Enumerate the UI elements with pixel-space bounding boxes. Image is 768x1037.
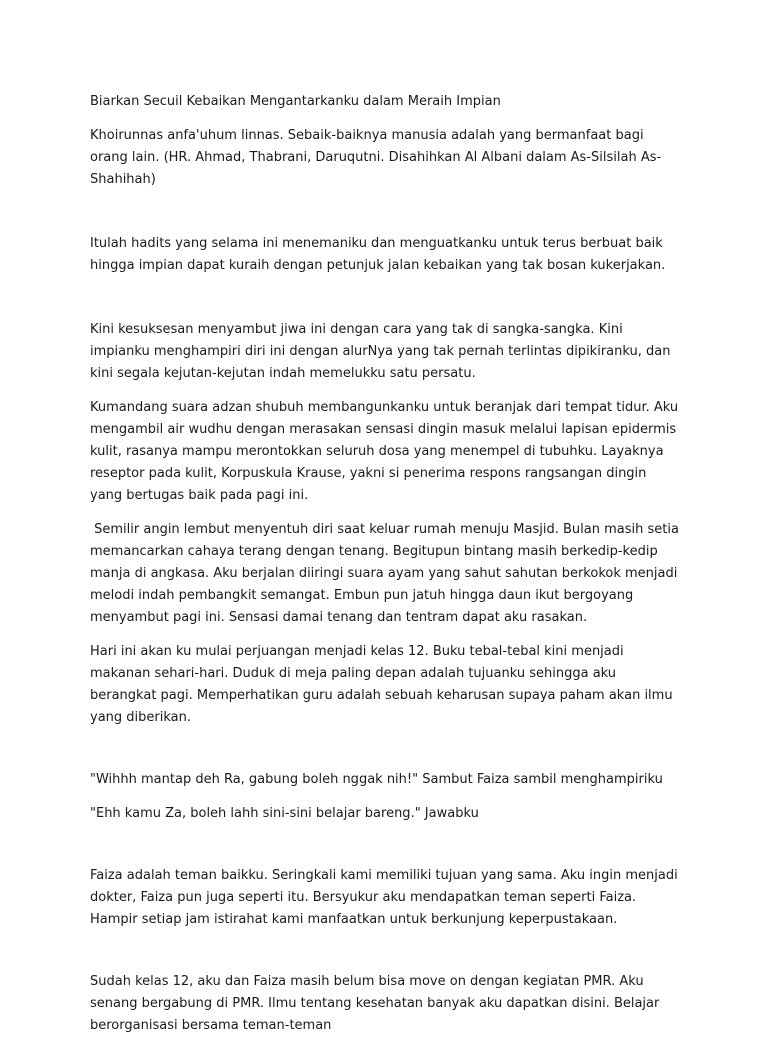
paragraph-adzan: Kumandang suara adzan shubuh membangunkanku untuk beranjak dari tempat tidur. Aku mengambil air wudhu dengan merasakan sensasi dingin masuk melalui lapisan epidermis kulit, rasanya mampu merontokkan seluruh dosa yang menempel di tubuhku. Layaknya reseptor pada kulit, Korpuskula Krause, yakni si penerima respons rangsangan dingin yang bertugas baik pada pagi ini. bbox=[90, 400, 683, 503]
paragraph-pmr: Sudah kelas 12, aku dan Faiza masih belum bisa move on dengan kegiatan PMR. Aku senang bergabung di PMR. Ilmu tentang kesehatan banyak aku dapatkan disini. Belajar berorganisasi bersama teman-teman bbox=[90, 974, 660, 1033]
document-title: Biarkan Secuil Kebaikan Mengantarkanku dalam Meraih Impian bbox=[90, 94, 501, 109]
dialogue-reply: "Ehh kamu Za, boleh lahh sini-sini belajar bareng." Jawabku bbox=[90, 806, 479, 821]
paragraph-intro: Itulah hadits yang selama ini menemaniku dan menguatkanku untuk terus berbuat baik hingga impian dapat kuraih dengan petunjuk jalan kebaikan yang tak bosan kukerjakan. bbox=[90, 236, 666, 273]
paragraph-kelas12: Hari ini akan ku mulai perjuangan menjadi kelas 12. Buku tebal-tebal kini menjadi makanan sehari-hari. Duduk di meja paling depan adalah tujuanku sehingga aku berangkat pagi. Memperhatikan guru adalah sebuah keharusan supaya paham akan ilmu yang diberikan. bbox=[90, 644, 673, 725]
paragraph-faiza: Faiza adalah teman baikku. Seringkali kami memiliki tujuan yang sama. Aku ingin menjadi dokter, Faiza pun juga seperti itu. Bersyukur aku mendapatkan teman seperti Faiza. Hampir setiap jam istirahat kami manfaatkan untuk berkunjung keperpustakaan. bbox=[90, 868, 678, 927]
paragraph-hadith: Khoirunnas anfa'uhum linnas. Sebaik-baiknya manusia adalah yang bermanfaat bagi orang lain. (HR. Ahmad, Thabrani, Daruqutni. Disahihkan Al Albani dalam As-Silsilah As-Shahihah) bbox=[90, 128, 662, 187]
paragraph-semilir: Semilir angin lembut menyentuh diri saat keluar rumah menuju Masjid. Bulan masih setia memancarkan cahaya terang dengan tenang. Begitupun bintang masih berkedip-kedip manja di angkasa. Aku berjalan diiringi suara ayam yang sahut sahutan berkokok menjadi melodi indah pembangkit semangat. Embun pun jatuh hingga daun ikut bergoyang menyambut pagi ini. Sensasi damai tenang dan tentram dapat aku rasakan. bbox=[90, 522, 684, 625]
document-page bbox=[90, 91, 684, 1037]
dialogue-faiza: "Wihhh mantap deh Ra, gabung boleh nggak nih!" Sambut Faiza sambil menghampiriku bbox=[90, 772, 663, 787]
paragraph-success: Kini kesuksesan menyambut jiwa ini dengan cara yang tak di sangka-sangka. Kini impianku menghampiri diri ini dengan alurNya yang tak pernah terlintas dipikiranku, dan kini segala kejutan-kejutan indah memelukku satu persatu. bbox=[90, 322, 671, 381]
